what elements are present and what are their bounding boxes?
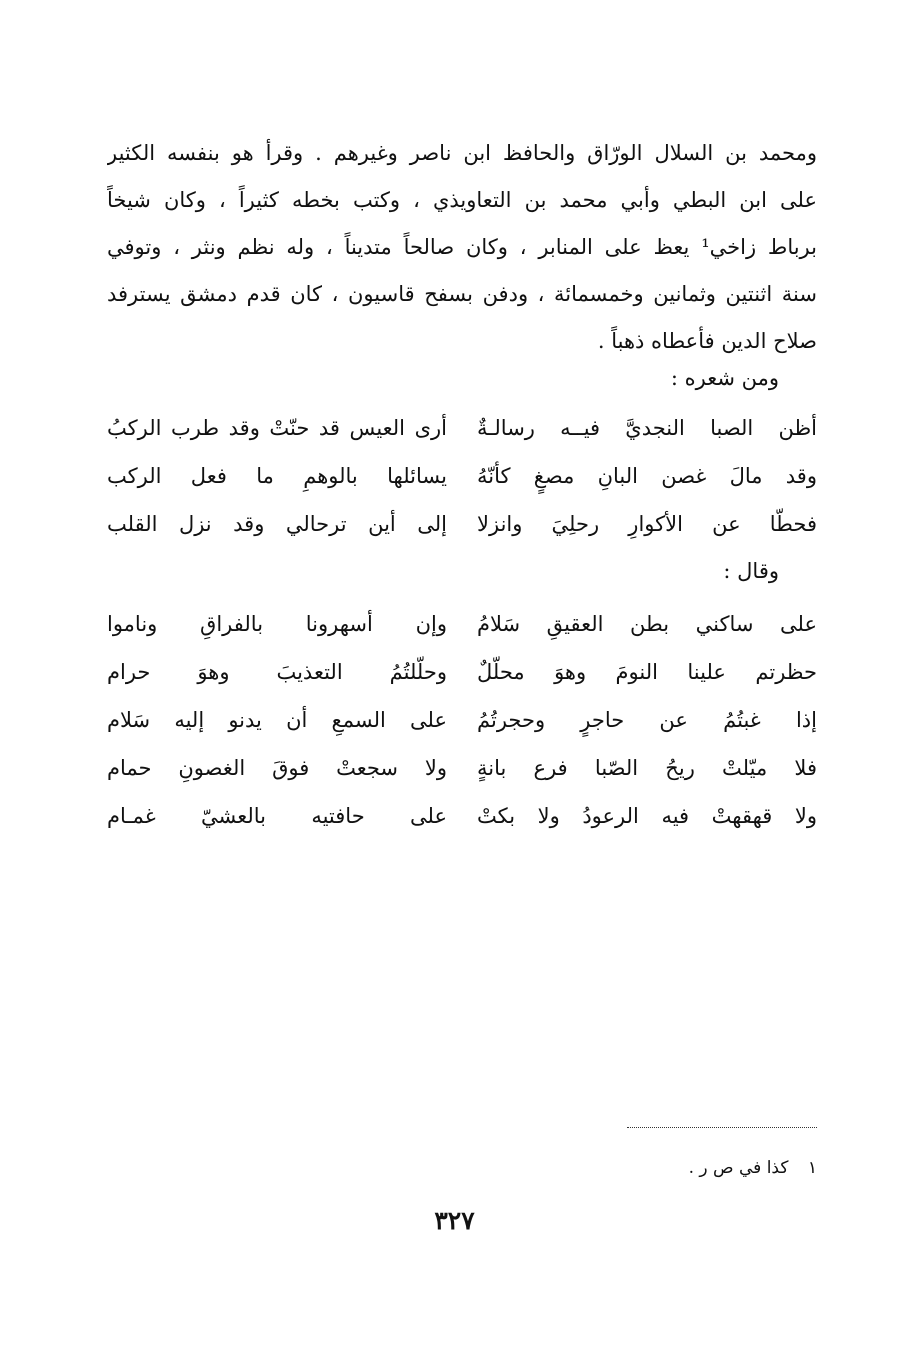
prose-line: سنة اثنتين وثمانين وخمسمائة ، ودفن بسفح قاسيون ، كان قدم دمشق يسترفد: [107, 282, 817, 306]
verse-second-hemistich: إلى أين ترحالي وقد نزل القلب: [107, 512, 447, 536]
verse-second-hemistich: أرى العيس قد حنّتْ وقد طرب الركبُ: [107, 416, 447, 440]
verse-first-hemistich: على ساكني بطن العقيقِ سَلامُ: [477, 612, 817, 636]
verse-first-hemistich: وقد مالَ غصن البانِ مصغٍ كأنّهُ: [477, 464, 817, 488]
prose-line: على ابن البطي وأبي محمد بن التعاويذي ، وكتب بخطه كثيراً ، وكان شيخاً: [107, 188, 817, 212]
prose-line: برباط زاخي¹ يعظ على المنابر ، وكان صالحاً متديناً ، وله نظم ونثر ، وتوفي: [107, 235, 817, 259]
poem-heading: وقال :: [723, 559, 779, 583]
verse: [107, 600, 817, 648]
verse-second-hemistich: على السمعِ أن يدنو إليه سَلام: [107, 708, 447, 732]
verse-second-hemistich: يسائلها بالوهمِ ما فعل الركب: [107, 464, 447, 488]
verse: [107, 792, 817, 840]
prose-line: ومحمد بن السلال الورّاق والحافظ ابن ناصر وغيرهم . وقرأ هو بنفسه الكثير: [107, 141, 817, 165]
verse: [107, 744, 817, 792]
verse-first-hemistich: فحطّا عن الأكوارِ رحلِيَ وانزلا: [477, 512, 817, 536]
verse: [107, 452, 817, 500]
verse: [107, 648, 817, 696]
verse-second-hemistich: على حافتيه بالعشيّ غمـام: [107, 804, 447, 828]
verse-second-hemistich: وإن أسهرونا بالفراقِ وناموا: [107, 612, 447, 636]
poem-heading: ومن شعره :: [670, 366, 779, 390]
page-number: ٣٢٧: [434, 1206, 475, 1235]
verse: [107, 404, 817, 452]
footnote-divider: [627, 1127, 817, 1128]
footnote-text: كذا في ص ر .: [688, 1158, 789, 1178]
prose-paragraph: [107, 130, 817, 365]
verse-first-hemistich: إذا غبتُمُ عن حاجرٍ وحجرتُمُ: [477, 708, 817, 732]
verse: [107, 696, 817, 744]
verse-second-hemistich: ولا سجعتْ فوقَ الغصونِ حمام: [107, 756, 447, 780]
verse-first-hemistich: حظرتم علينا النومَ وهوَ محلّلٌ: [477, 660, 817, 684]
poem-block: [107, 404, 817, 548]
footnote: [689, 1153, 817, 1183]
verse-first-hemistich: فلا ميّلتْ ريحُ الصّبا فرع بانةٍ: [477, 756, 817, 780]
verse-second-hemistich: وحلّلتُمُ التعذيبَ وهوَ حرام: [107, 660, 447, 684]
footnote-number: ١: [807, 1158, 817, 1178]
prose-line: صلاح الدين فأعطاه ذهباً .: [597, 329, 817, 353]
verse: [107, 500, 817, 548]
verse-first-hemistich: ولا قهقهتْ فيه الرعودُ ولا بكتْ: [477, 804, 817, 828]
verse-first-hemistich: أظن الصبا النجديَّ فيــه رسالـةٌ: [477, 416, 817, 440]
poem-block: [107, 600, 817, 840]
